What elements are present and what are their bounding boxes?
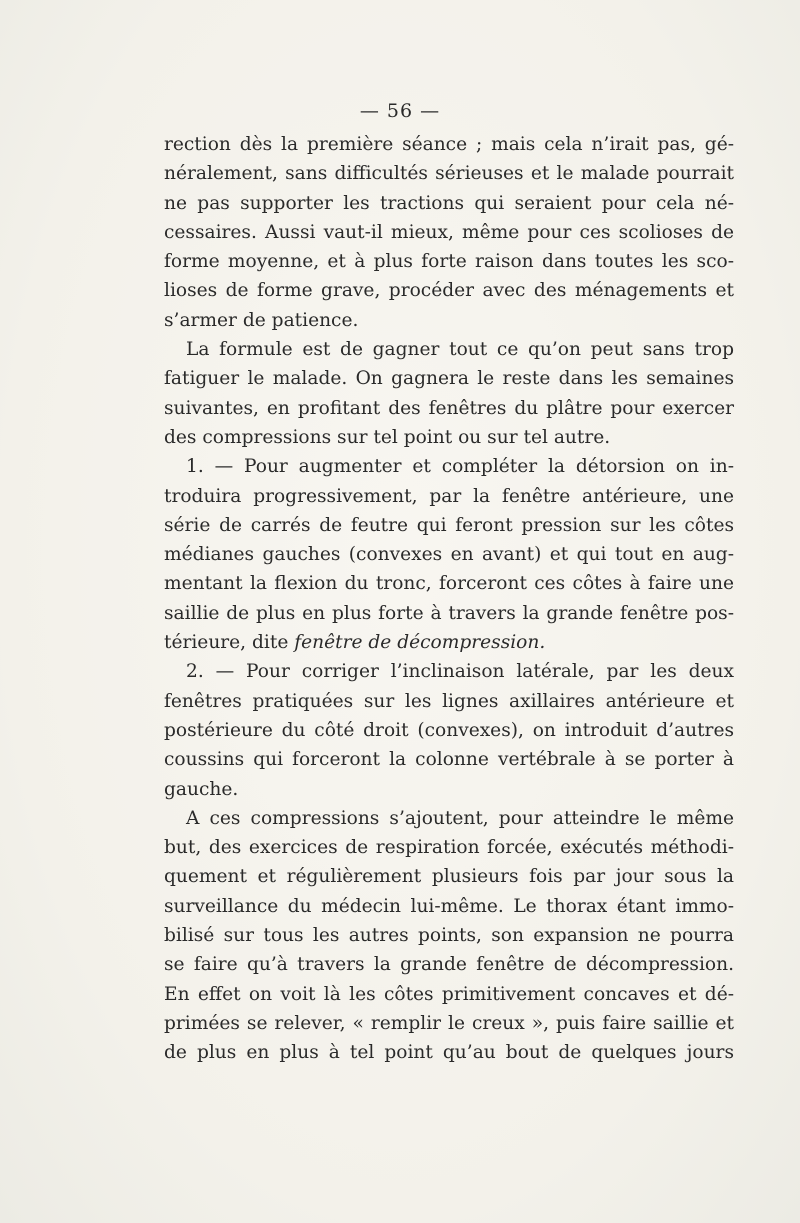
text-line-content: bilisé sur tous les autres points, son expansion ne pourra bbox=[164, 925, 734, 947]
text-line-content: néralement, sans difficultés sérieuses et le malade pourrait bbox=[164, 163, 734, 185]
text-line bbox=[164, 452, 734, 481]
text-line-content: des compressions sur tel point ou sur tel autre. bbox=[164, 426, 611, 448]
body-text bbox=[164, 130, 734, 1068]
text-line bbox=[164, 950, 734, 979]
text-line bbox=[164, 306, 734, 335]
text-line-content: En effet on voit là les côtes primitivement concaves et dé- bbox=[164, 983, 734, 1005]
text-line bbox=[164, 540, 734, 569]
text-line-content: lioses de forme grave, procéder avec des ménagements et bbox=[164, 280, 734, 302]
text-line bbox=[164, 804, 734, 833]
text-line-content: mentant la flexion du tronc, forceront ces côtes à faire une bbox=[164, 573, 734, 595]
text-line bbox=[164, 423, 734, 452]
text-line bbox=[164, 1009, 734, 1038]
text-line-content: médianes gauches (convexes en avant) et qui tout en aug- bbox=[164, 544, 734, 566]
text-line bbox=[164, 599, 734, 628]
text-line bbox=[164, 276, 734, 305]
text-line bbox=[164, 130, 734, 159]
text-line bbox=[164, 511, 734, 540]
text-line bbox=[164, 218, 734, 247]
text-line-content: térieure, dite bbox=[164, 632, 295, 654]
text-line-content: 2. — Pour corriger l’inclinaison latérale, par les deux bbox=[186, 661, 734, 683]
text-line bbox=[164, 189, 734, 218]
text-line bbox=[164, 716, 734, 745]
text-line-content: fatiguer le malade. On gagnera le reste dans les semaines bbox=[164, 368, 734, 390]
text-line bbox=[164, 892, 734, 921]
text-line bbox=[164, 921, 734, 950]
text-line-content: surveillance du médecin lui-même. Le thorax étant immo- bbox=[164, 895, 734, 917]
text-line-content: saillie de plus en plus forte à travers la grande fenêtre pos- bbox=[164, 602, 734, 624]
text-line bbox=[164, 394, 734, 423]
italic-term: fenêtre de décompression. bbox=[294, 632, 546, 654]
text-line-content: gauche. bbox=[164, 778, 239, 800]
text-line-content: s’armer de patience. bbox=[164, 309, 359, 331]
text-line bbox=[164, 569, 734, 598]
page-number-header: — 56 — bbox=[359, 100, 441, 122]
text-line-content: postérieure du côté droit (convexes), on introduit d’autres bbox=[164, 719, 734, 741]
text-line-content: fenêtres pratiquées sur les lignes axillaires antérieure et bbox=[164, 690, 734, 712]
text-line-content: 1. — Pour augmenter et compléter la détorsion on in- bbox=[186, 456, 734, 478]
text-line-content: troduira progressivement, par la fenêtre antérieure, une bbox=[164, 485, 734, 507]
text-line-content: forme moyenne, et à plus forte raison dans toutes les sco- bbox=[164, 251, 734, 273]
text-line-content: primées se relever, « remplir le creux », puis faire saillie et bbox=[164, 1012, 734, 1034]
text-line bbox=[164, 1038, 734, 1067]
text-line-content: de plus en plus à tel point qu’au bout de quelques jours bbox=[164, 1042, 734, 1064]
text-line-content: rection dès la première séance ; mais cela n’irait pas, gé- bbox=[164, 134, 734, 155]
text-line bbox=[164, 364, 734, 393]
text-line bbox=[164, 687, 734, 716]
text-line bbox=[164, 657, 734, 686]
text-line bbox=[164, 628, 734, 657]
text-line bbox=[164, 833, 734, 862]
text-line bbox=[164, 247, 734, 276]
text-line bbox=[164, 775, 734, 804]
text-line-content: ne pas supporter les tractions qui seraient pour cela né- bbox=[164, 192, 734, 214]
text-line-content: A ces compressions s’ajoutent, pour atteindre le même bbox=[186, 807, 734, 829]
text-line-content: La formule est de gagner tout ce qu’on peut sans trop bbox=[186, 339, 734, 361]
text-line-content: cessaires. Aussi vaut-il mieux, même pour ces scolioses de bbox=[164, 221, 734, 243]
text-line bbox=[164, 335, 734, 364]
text-line-content: but, des exercices de respiration forcée, exécutés méthodi- bbox=[164, 837, 734, 859]
text-line bbox=[164, 745, 734, 774]
text-line bbox=[164, 159, 734, 188]
text-line-content: coussins qui forceront la colonne vertébrale à se porter à bbox=[164, 749, 734, 771]
text-line-content: suivantes, en profitant des fenêtres du plâtre pour exercer bbox=[164, 397, 734, 419]
text-line bbox=[164, 980, 734, 1009]
text-line bbox=[164, 482, 734, 511]
text-line-content: se faire qu’à travers la grande fenêtre de décompression. bbox=[164, 954, 734, 976]
text-line-content: quement et régulièrement plusieurs fois par jour sous la bbox=[164, 866, 734, 888]
text-line-content: série de carrés de feutre qui feront pression sur les côtes bbox=[164, 514, 734, 536]
text-line bbox=[164, 862, 734, 891]
